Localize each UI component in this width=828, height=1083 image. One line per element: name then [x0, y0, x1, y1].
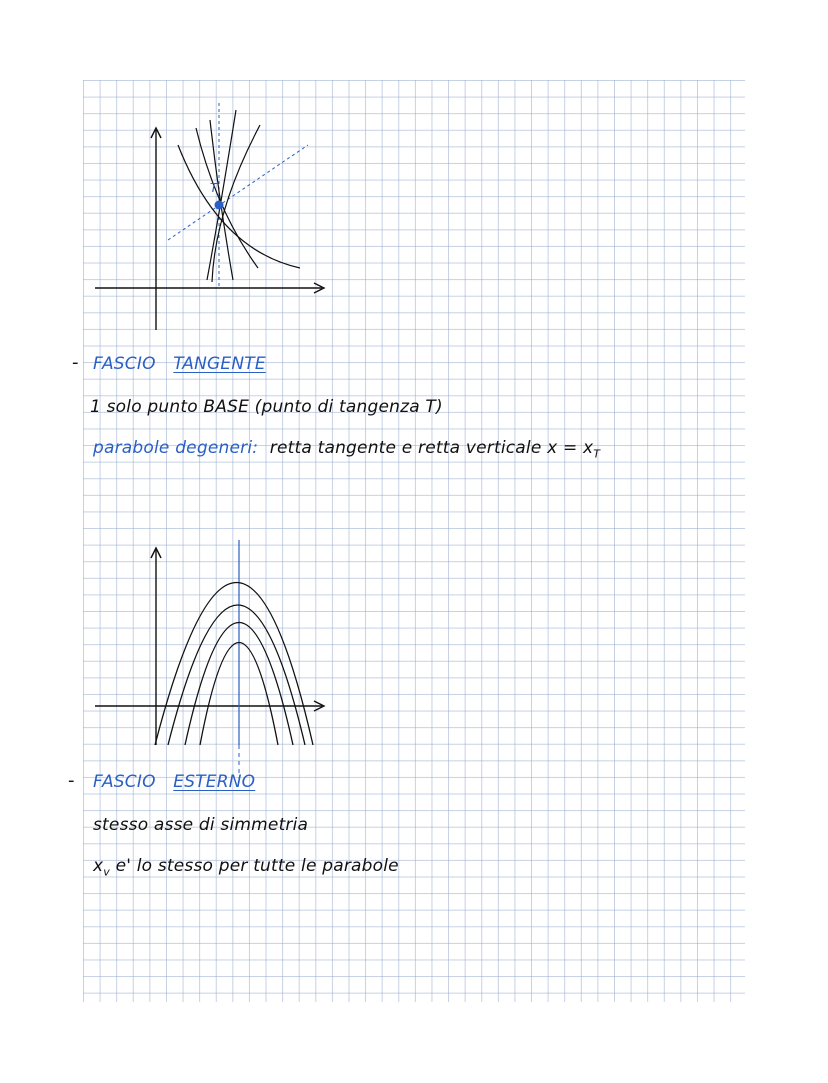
degenerate-desc: retta tangente e retta verticale x = x: [269, 438, 594, 458]
parabola-2: [168, 605, 305, 745]
xv-subscript: v: [103, 865, 110, 879]
heading-fascio-esterno: [93, 772, 255, 792]
heading-word2: TANGENTE: [173, 354, 266, 374]
point-t-label: T: [210, 181, 218, 195]
bullet-1: -: [72, 352, 79, 373]
xv-rest: e' lo stesso per tutte le parabole: [109, 856, 399, 876]
xv-x: x: [93, 856, 104, 876]
bullet-2: -: [68, 770, 75, 791]
heading-fascio-tangente: [93, 354, 266, 374]
line-same-axis: stesso asse di simmetria: [93, 815, 309, 835]
line-base-point: 1 solo punto BASE (punto di tangenza T): [90, 397, 443, 417]
degenerate-label: parabole degeneri:: [93, 438, 259, 458]
heading-word1: FASCIO: [93, 354, 156, 374]
line-degenerate-parabolas: [93, 438, 600, 460]
heading-word2: ESTERNO: [173, 772, 256, 792]
heading-word1: FASCIO: [93, 772, 156, 792]
line-same-xv: [93, 856, 399, 878]
parabola-outer: [155, 583, 313, 746]
subscript-t: T: [593, 447, 601, 461]
